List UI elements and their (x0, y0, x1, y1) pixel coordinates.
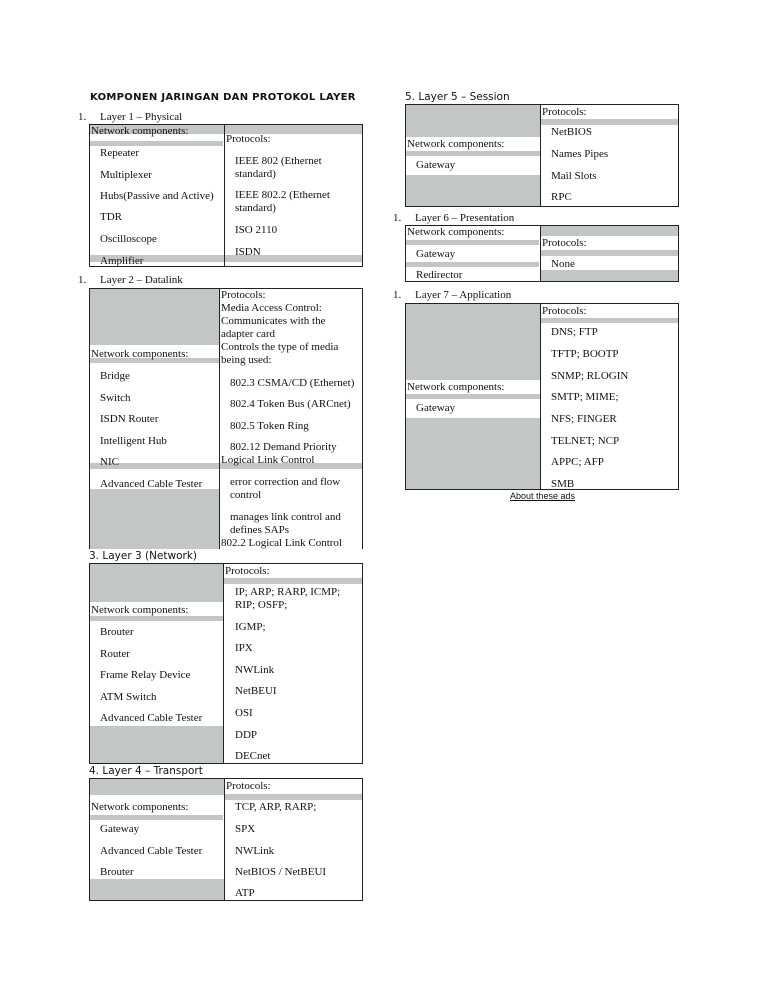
layer2-footer: 802.2 Logical Link Control (221, 537, 342, 549)
list-item: ISDN Router (100, 413, 159, 425)
list-item: OSI (235, 707, 253, 719)
layer2-intro-3: adapter card (221, 328, 276, 340)
list-item: Hubs(Passive and Active) (100, 190, 214, 202)
layer5-table (405, 104, 679, 207)
list-item: Bridge (100, 370, 130, 382)
list-item: Switch (100, 392, 131, 404)
list-item: NIC (100, 456, 119, 468)
network-components-label: Network components: (91, 604, 189, 616)
list-item: ATM Switch (100, 691, 157, 703)
list-item: IEEE 802 (Ethernet standard) (235, 155, 322, 180)
layer3-heading: 3. Layer 3 (Network) (89, 550, 198, 562)
list-item: DECnet (235, 750, 271, 762)
layer1-number: 1. (78, 111, 87, 123)
list-item: ATP (235, 887, 255, 899)
list-item: Advanced Cable Tester (100, 712, 203, 724)
layer7-table (405, 303, 679, 490)
list-item: TCP, ARP, RARP; (235, 801, 317, 813)
list-item: ISDN (235, 246, 261, 258)
list-item: 802.4 Token Bus (ARCnet) (230, 398, 351, 410)
list-item: NetBIOS (551, 126, 592, 138)
layer2-intro-5: being used: (221, 354, 272, 366)
list-item: Brouter (100, 866, 134, 878)
list-item: ISO 2110 (235, 224, 278, 236)
protocols-label: Protocols: (542, 237, 587, 249)
list-item: NWLink (235, 845, 275, 857)
list-item: APPC; AFP (551, 456, 604, 468)
network-components-label: Network components: (407, 381, 505, 393)
list-item: SNMP; RLOGIN (551, 370, 629, 382)
list-item: Mail Slots (551, 170, 597, 182)
network-components-label: Network components: (91, 801, 189, 813)
list-item: Oscilloscope (100, 233, 157, 245)
list-item: SMB (551, 478, 575, 490)
list-item: None (551, 258, 575, 270)
list-item: Advanced Cable Tester (100, 478, 203, 490)
protocols-label: Protocols: (225, 565, 270, 577)
layer7-heading: Layer 7 – Application (415, 289, 512, 301)
layer2-intro-1: Media Access Control: (221, 302, 322, 314)
list-item: NFS; FINGER (551, 413, 617, 425)
list-item: error correction and flow control (230, 476, 341, 501)
layer2-intro-4: Controls the type of media (221, 341, 339, 353)
list-item: Router (100, 648, 130, 660)
layer2-intro-0: Protocols: (221, 289, 266, 301)
layer1-heading: Layer 1 – Physical (100, 111, 183, 123)
list-item: manages link control and defines SAPs (230, 511, 341, 536)
list-item: DDP (235, 729, 258, 741)
list-item: Multiplexer (100, 169, 152, 181)
list-item: TELNET; NCP (551, 435, 620, 447)
list-item: NetBEUI (235, 685, 277, 697)
list-item: NWLink (235, 664, 275, 676)
list-item: Advanced Cable Tester (100, 845, 203, 857)
layer6-number: 1. (393, 212, 402, 224)
list-item: IEEE 802.2 (Ethernet standard) (235, 189, 330, 214)
list-item: 802.12 Demand Priority (230, 441, 337, 453)
list-item: Frame Relay Device (100, 669, 191, 681)
network-components-label: Network components: (91, 125, 189, 137)
layer6-table (405, 225, 679, 282)
list-item: IP; ARP; RARP, ICMP; RIP; OSFP; (235, 586, 341, 611)
list-item: SMTP; MIME; (551, 391, 619, 403)
list-item: 802.5 Token Ring (230, 420, 309, 432)
layer2-intro-2: Communicates with the (221, 315, 326, 327)
list-item: DNS; FTP (551, 326, 598, 338)
layer5-heading: 5. Layer 5 – Session (405, 91, 510, 103)
layer3-table (89, 563, 363, 764)
layer1-table (89, 124, 363, 267)
list-item: NetBIOS / NetBEUI (235, 866, 327, 878)
list-item: Brouter (100, 626, 134, 638)
list-item: Repeater (100, 147, 140, 159)
page-title: KOMPONEN JARINGAN DAN PROTOKOL LAYER (90, 92, 356, 103)
list-item: SPX (235, 823, 256, 835)
list-item: Gateway (416, 248, 456, 260)
list-item: TFTP; BOOTP (551, 348, 619, 360)
list-item: Gateway (416, 402, 456, 414)
about-ads-link[interactable]: About these ads (510, 491, 576, 501)
network-components-label: Network components: (407, 138, 505, 150)
layer4-table (89, 778, 363, 901)
protocols-label: Protocols: (226, 133, 271, 145)
layer2-table (89, 288, 363, 549)
layer2-number: 1. (78, 274, 87, 286)
protocols-label: Protocols: (226, 780, 271, 792)
list-item: Intelligent Hub (100, 435, 167, 447)
list-item: Names Pipes (551, 148, 609, 160)
list-item: IGMP; (235, 621, 266, 633)
list-item: Redirector (416, 269, 463, 281)
layer7-number: 1. (393, 289, 402, 301)
layer4-heading: 4. Layer 4 – Transport (89, 765, 203, 777)
protocols-label: Protocols: (542, 106, 587, 118)
llc-label: Logical Link Control (221, 454, 315, 466)
layer6-heading: Layer 6 – Presentation (415, 212, 515, 224)
list-item: TDR (100, 211, 122, 223)
list-item: Amplifier (100, 255, 144, 267)
layer2-heading: Layer 2 – Datalink (100, 274, 183, 286)
list-item: 802.3 CSMA/CD (Ethernet) (230, 377, 355, 389)
network-components-label: Network components: (407, 226, 505, 238)
network-components-label: Network components: (91, 348, 189, 360)
protocols-label: Protocols: (542, 305, 587, 317)
list-item: Gateway (100, 823, 140, 835)
list-item: RPC (551, 191, 572, 203)
list-item: Gateway (416, 159, 456, 171)
list-item: IPX (235, 642, 253, 654)
